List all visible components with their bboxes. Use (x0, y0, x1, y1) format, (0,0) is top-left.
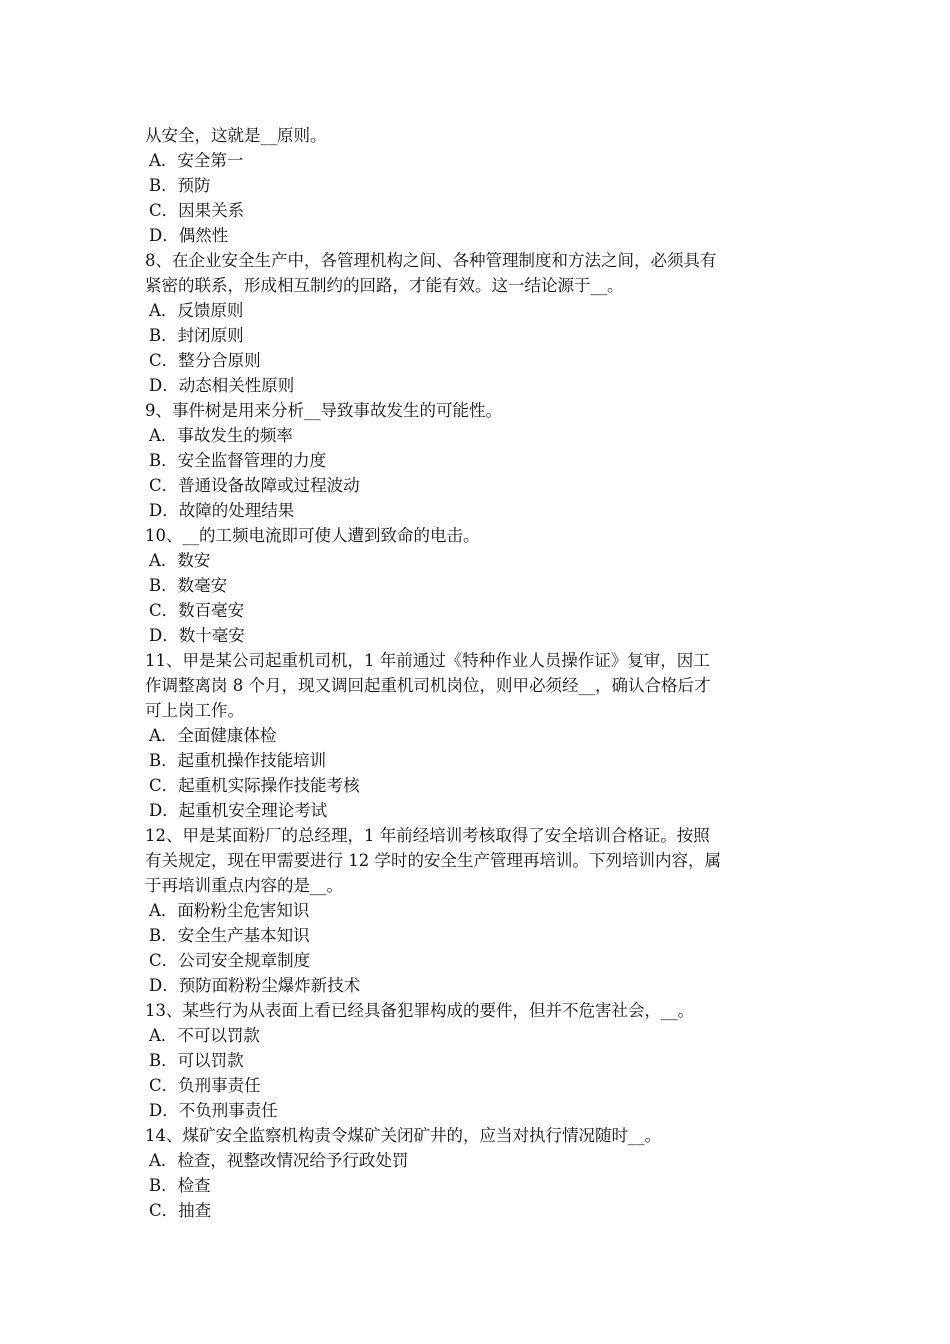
option-a: A．全面健康体检 (149, 726, 277, 745)
option-a: A．事故发生的频率 (149, 426, 293, 445)
question-text-line: 10、__的工频电流即可使人遭到致命的电击。 (145, 526, 480, 545)
option-c: C．公司安全规章制度 (149, 951, 311, 970)
question-text-line: 可上岗工作。 (145, 701, 244, 720)
option-d: D．故障的处理结果 (149, 501, 295, 520)
option-b: B．数毫安 (149, 576, 228, 595)
option-c: C．负刑事责任 (149, 1076, 261, 1095)
question-text-line: 12、甲是某面粉厂的总经理，1 年前经培训考核取得了安全培训合格证。按照 (145, 826, 710, 845)
question-text-line: 于再培训重点内容的是__。 (145, 876, 343, 895)
option-a: A．反馈原则 (149, 301, 244, 320)
question-text-line: 8、在企业安全生产中，各管理机构之间、各种管理制度和方法之间，必须具有 (145, 251, 717, 270)
question-11 (145, 648, 815, 823)
option-a: A．数安 (149, 551, 211, 570)
question-12 (145, 823, 815, 998)
question-10 (145, 523, 815, 648)
option-c: C．整分合原则 (149, 351, 261, 370)
option-b: B．检查 (149, 1176, 211, 1195)
option-a: A．面粉粉尘危害知识 (149, 901, 310, 920)
option-a: A．检查，视整改情况给予行政处罚 (149, 1151, 409, 1170)
option-b: B．起重机操作技能培训 (149, 751, 327, 770)
option-c: C．起重机实际操作技能考核 (149, 776, 360, 795)
option-b: B．预防 (149, 176, 211, 195)
option-a: A．不可以罚款 (149, 1026, 260, 1045)
option-c: C．抽查 (149, 1201, 212, 1220)
question-intro (145, 123, 815, 248)
question-text-line: 从安全，这就是__原则。 (145, 126, 327, 145)
option-b: B．可以罚款 (149, 1051, 244, 1070)
option-c: C．因果关系 (149, 201, 245, 220)
option-b: B．安全生产基本知识 (149, 926, 310, 945)
question-text-line: 作调整离岗 8 个月，现又调回起重机司机岗位，则甲必须经__，确认合格后才 (145, 676, 711, 695)
question-14 (145, 1123, 815, 1223)
question-8 (145, 248, 815, 398)
option-a: A．安全第一 (149, 151, 244, 170)
option-b: B．封闭原则 (149, 326, 244, 345)
option-d: D．起重机安全理论考试 (149, 801, 328, 820)
question-text-line: 9、事件树是用来分析__导致事故发生的可能性。 (145, 401, 502, 420)
option-d: D．预防面粉粉尘爆炸新技术 (149, 976, 361, 995)
question-text-line: 紧密的联系，形成相互制约的回路，才能有效。这一结论源于__。 (145, 276, 624, 295)
option-c: C．普通设备故障或过程波动 (149, 476, 360, 495)
question-text-line: 13、某些行为从表面上看已经具备犯罪构成的要件，但并不危害社会，__。 (145, 1001, 694, 1020)
document-page (145, 123, 815, 1223)
question-13 (145, 998, 815, 1123)
option-b: B．安全监督管理的力度 (149, 451, 327, 470)
option-d: D．不负刑事责任 (149, 1101, 278, 1120)
option-d: D．偶然性 (149, 226, 229, 245)
question-text-line: 11、甲是某公司起重机司机，1 年前通过《特种作业人员操作证》复审，因工 (145, 651, 710, 670)
question-9 (145, 398, 815, 523)
option-c: C．数百毫安 (149, 601, 245, 620)
option-d: D．动态相关性原则 (149, 376, 295, 395)
question-text-line: 有关规定，现在甲需要进行 12 学时的安全生产管理再培训。下列培训内容，属 (145, 851, 721, 870)
question-text-line: 14、煤矿安全监察机构责令煤矿关闭矿井的，应当对执行情况随时__。 (145, 1126, 661, 1145)
option-d: D．数十毫安 (149, 626, 245, 645)
